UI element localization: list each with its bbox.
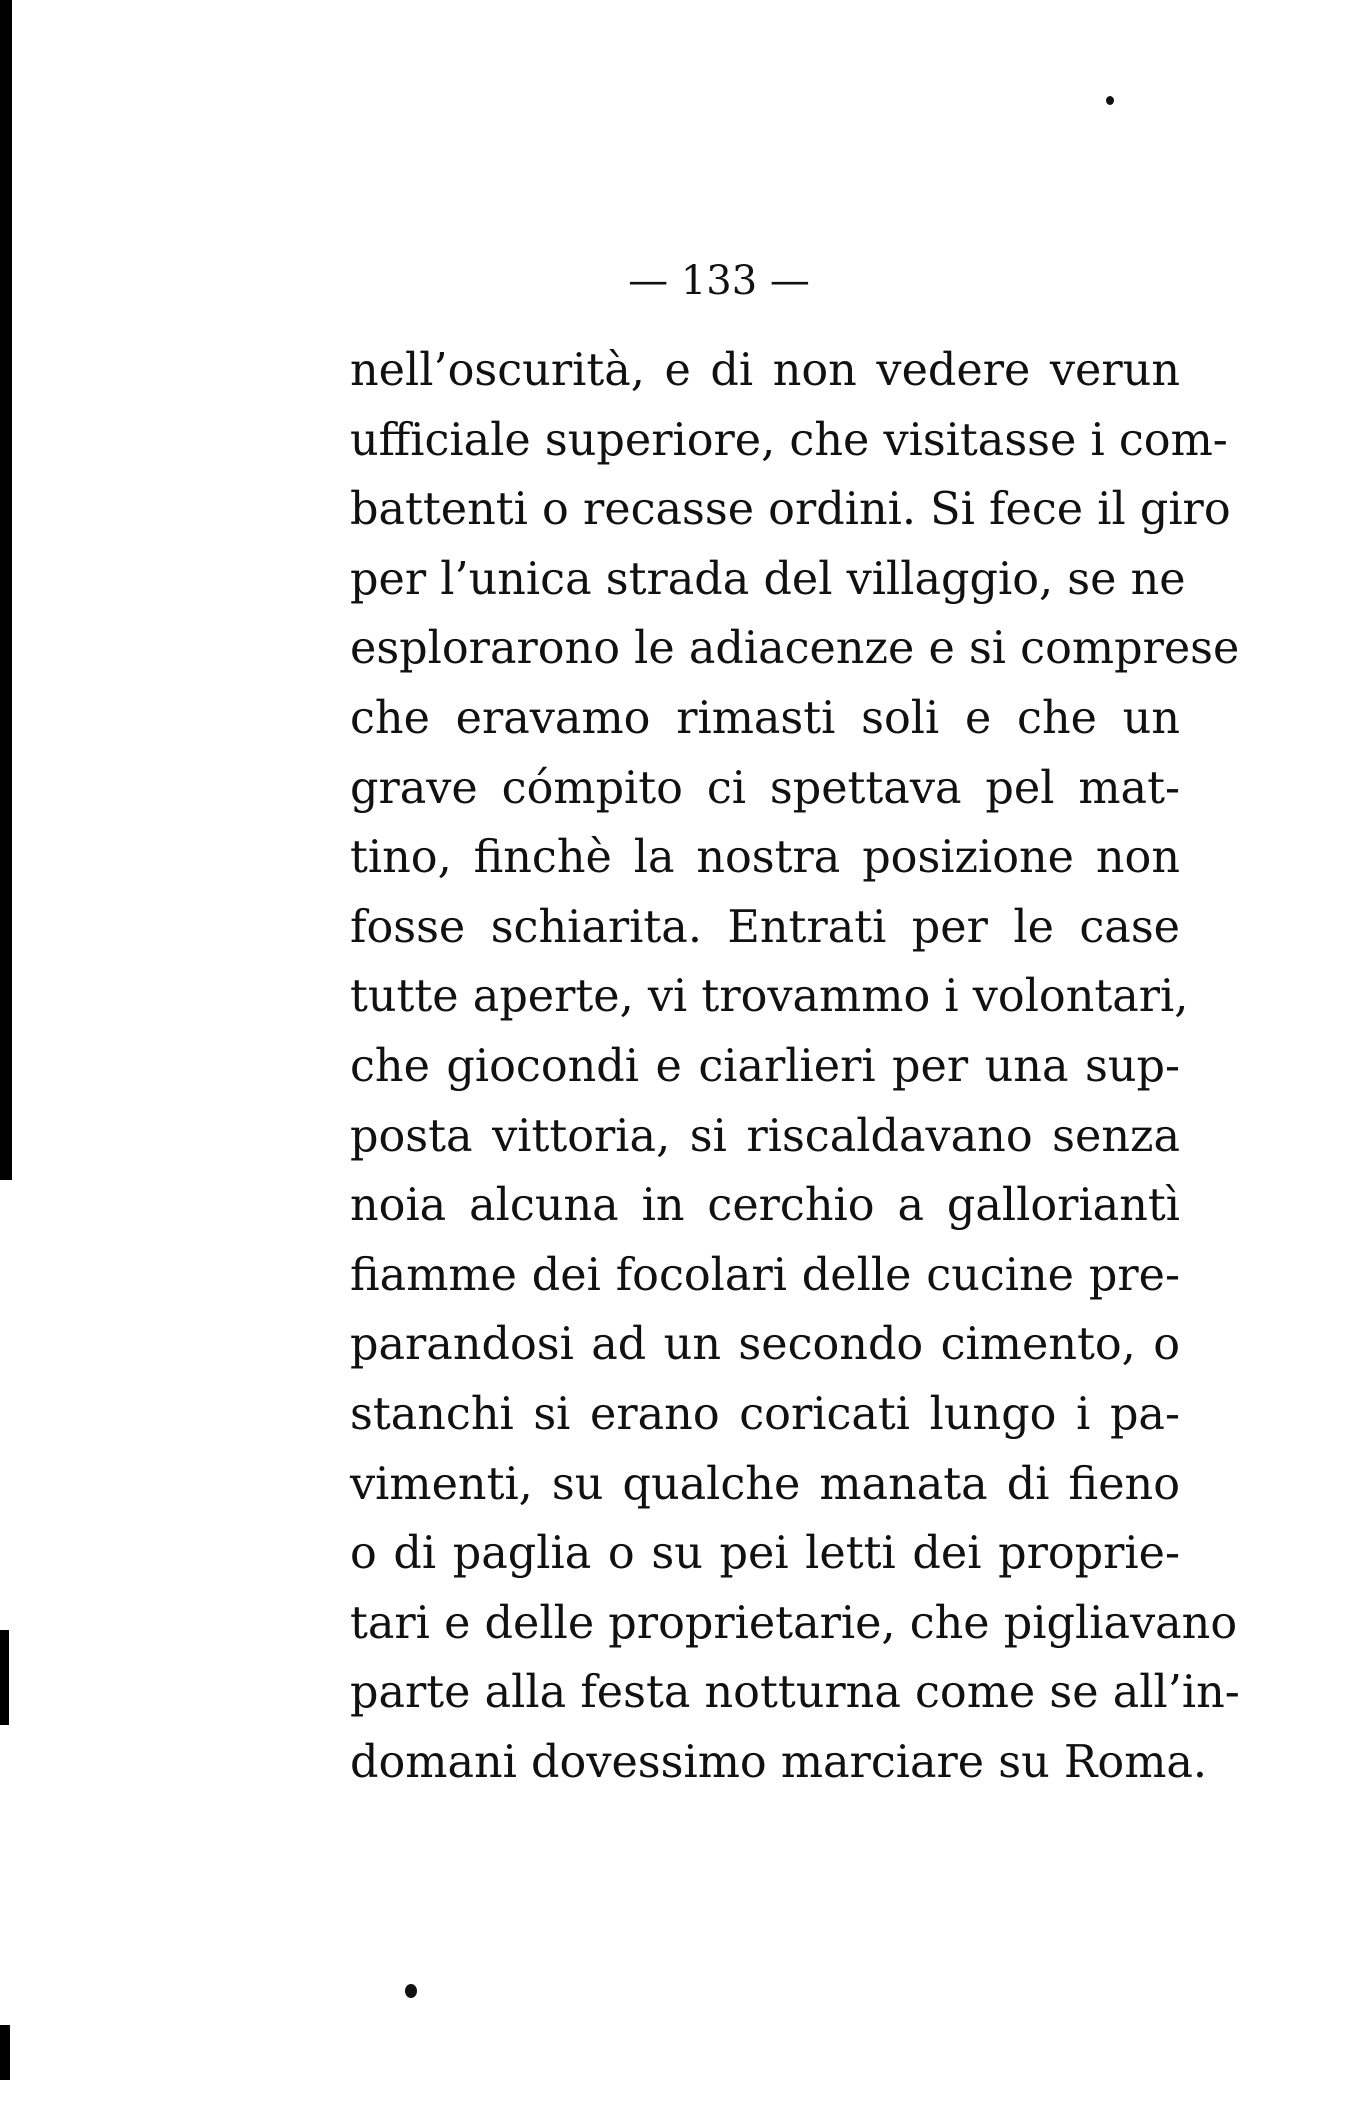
page-number: — 133 — xyxy=(628,258,810,304)
text-line: grave cómpito ci spettava pel mat- xyxy=(350,762,1180,814)
text-line: ufficiale superiore, che visitasse i com- xyxy=(350,414,1228,466)
text-line: fosse schiarita. Entrati per le case xyxy=(350,901,1180,953)
text-line: vimenti, su qualche manata di fieno xyxy=(350,1458,1180,1510)
body-text xyxy=(350,336,1240,1797)
text-line: tutte aperte, vi trovammo i volontari, xyxy=(350,971,1189,1023)
text-line: tino, finchè la nostra posizione non xyxy=(350,832,1180,884)
scan-speck xyxy=(1106,96,1114,105)
scan-speck xyxy=(405,1984,417,1998)
text-line: per l’unica strada del villaggio, se ne xyxy=(350,553,1186,605)
text-line: esplorarono le adiacenze e si comprese xyxy=(350,623,1240,675)
text-line: nell’oscurità, e di non vedere verun xyxy=(350,345,1180,396)
scan-left-border-tick xyxy=(0,2025,10,2080)
text-line: stanchi si erano coricati lungo i pa- xyxy=(350,1388,1180,1440)
text-line: noia alcuna in cerchio a galloriantì xyxy=(350,1180,1180,1232)
text-line: tari e delle proprietarie, che pigliavano xyxy=(350,1597,1238,1649)
text-line: che giocondi e ciarlieri per una sup- xyxy=(350,1040,1180,1092)
text-line: domani dovessimo marciare su Roma. xyxy=(350,1736,1208,1788)
scan-left-border-lower xyxy=(0,1630,9,1725)
text-line: parandosi ad un secondo cimento, o xyxy=(350,1319,1180,1371)
text-line: parte alla festa notturna come se all’in- xyxy=(350,1667,1240,1719)
text-line: o di paglia o su pei letti dei proprie- xyxy=(350,1528,1180,1580)
scan-left-border xyxy=(0,0,12,1180)
text-line: posta vittoria, si riscaldavano senza xyxy=(350,1110,1180,1162)
text-line: che eravamo rimasti soli e che un xyxy=(350,692,1180,744)
text-line: fiamme dei focolari delle cucine pre- xyxy=(350,1249,1180,1301)
text-line: battenti o recasse ordini. Si fece il giro xyxy=(350,484,1231,536)
